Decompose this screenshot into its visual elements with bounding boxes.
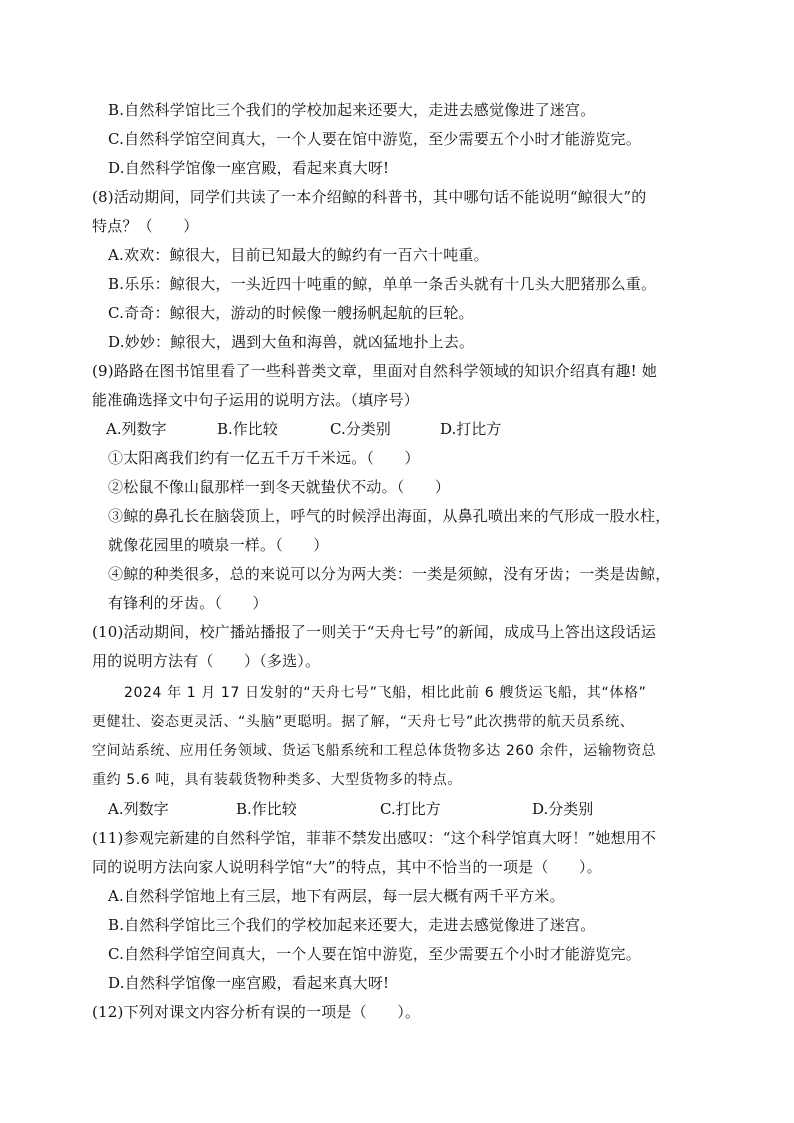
q9-item-1: ①太阳离我们约有一亿五千万千米远。（ ）: [108, 449, 420, 467]
q10-passage-line2: 更健壮、姿态更灵活、“头脑”更聪明。据了解，“天舟七号”此次携带的航天员系统、: [92, 714, 635, 730]
q10-choice-c: C.打比方: [380, 800, 441, 818]
q9-choice-a: A.列数字: [106, 420, 167, 438]
q10-passage-line4: 重约 5.6 吨，具有装载货物种类多、大型货物多的特点。: [92, 772, 462, 788]
q10-stem-line1: (10)活动期间，校广播站播报了一则关于“天舟七号”的新闻，成成马上答出这段话运: [92, 623, 657, 641]
q11-option-d: D.自然科学馆像一座宫殿，看起来真大呀!: [108, 974, 390, 992]
q9-item-4-line1: ④鲸的种类很多，总的来说可以分为两大类：一类是须鲸，没有牙齿；一类是齿鲸，: [108, 565, 671, 583]
q8-stem-line2: 特点？（ ）: [92, 217, 199, 235]
q8-option-b: B.乐乐：鲸很大，一头近四十吨重的鲸，单单一条舌头就有十几头大肥猪那么重。: [108, 275, 657, 293]
q10-passage-line1: 2024 年 1 月 17 日发射的“天舟七号”飞船，相比此前 6 艘货运飞船，其“体格”: [124, 685, 647, 701]
q7-option-c: C.自然科学馆空间真大，一个人要在馆中游览，至少需要五个小时才能游览完。: [108, 130, 641, 148]
q8-option-a: A.欢欢：鲸很大，目前已知最大的鲸约有一百六十吨重。: [108, 246, 489, 264]
q7-option-b: B.自然科学馆比三个我们的学校加起来还要大，走进去感觉像进了迷宫。: [108, 101, 596, 119]
q9-stem-line2: 能准确选择文中句子运用的说明方法。（填序号）: [92, 391, 419, 409]
q9-choice-c: C.分类别: [330, 420, 391, 438]
q8-option-c: C.奇奇：鲸很大，游动的时候像一艘扬帆起航的巨轮。: [108, 304, 474, 322]
q11-option-a: A.自然科学馆地上有三层，地下有两层，每一层大概有两千平方米。: [108, 887, 565, 905]
q9-choice-b: B.作比较: [217, 420, 278, 438]
q10-stem-line2: 用的说明方法有（ ）（多选）。: [92, 652, 321, 670]
q8-option-d: D.妙妙：鲸很大，遇到大鱼和海兽，就凶猛地扑上去。: [108, 333, 475, 351]
q9-item-4-line2: 有锋利的牙齿。（ ）: [108, 594, 268, 612]
q11-option-c: C.自然科学馆空间真大，一个人要在馆中游览，至少需要五个小时才能游览完。: [108, 945, 641, 963]
q10-choice-b: B.作比较: [236, 800, 297, 818]
q11-option-b: B.自然科学馆比三个我们的学校加起来还要大，走进去感觉像进了迷宫。: [108, 916, 596, 934]
q11-stem-line1: (11)参观完新建的自然科学馆，菲菲不禁发出感叹：“这个科学馆真大呀！”她想用不: [92, 829, 657, 847]
q9-item-2: ②松鼠不像山鼠那样一到冬天就蛰伏不动。（ ）: [108, 478, 451, 496]
q9-stem-line1: (9)路路在图书馆里看了一些科普类文章，里面对自然科学领域的知识介绍真有趣! 她: [92, 362, 658, 380]
q10-passage-line3: 空间站系统、应用任务领域、货运飞船系统和工程总体货物多达 260 余件，运输物资总: [92, 743, 657, 759]
q10-choice-a: A.列数字: [108, 800, 169, 818]
q9-item-3-line2: 就像花园里的喷泉一样。（ ）: [108, 536, 329, 554]
q7-option-d: D.自然科学馆像一座宫殿，看起来真大呀!: [108, 159, 390, 177]
q11-stem-line2: 同的说明方法向家人说明科学馆“大”的特点，其中不恰当的一项是（ ）。: [92, 858, 602, 876]
q10-choice-d: D.分类别: [532, 800, 594, 818]
q8-stem-line1: (8)活动期间，同学们共读了一本介绍鲸的科普书，其中哪句话不能说明“鲸很大”的: [92, 188, 647, 206]
q12-stem: (12)下列对课文内容分析有误的一项是（ ）。: [92, 1003, 421, 1021]
q9-choice-d: D.打比方: [440, 420, 502, 438]
q9-item-3-line1: ③鲸的鼻孔长在脑袋顶上，呼气的时候浮出海面，从鼻孔喷出来的气形成一股水柱，: [108, 507, 671, 525]
